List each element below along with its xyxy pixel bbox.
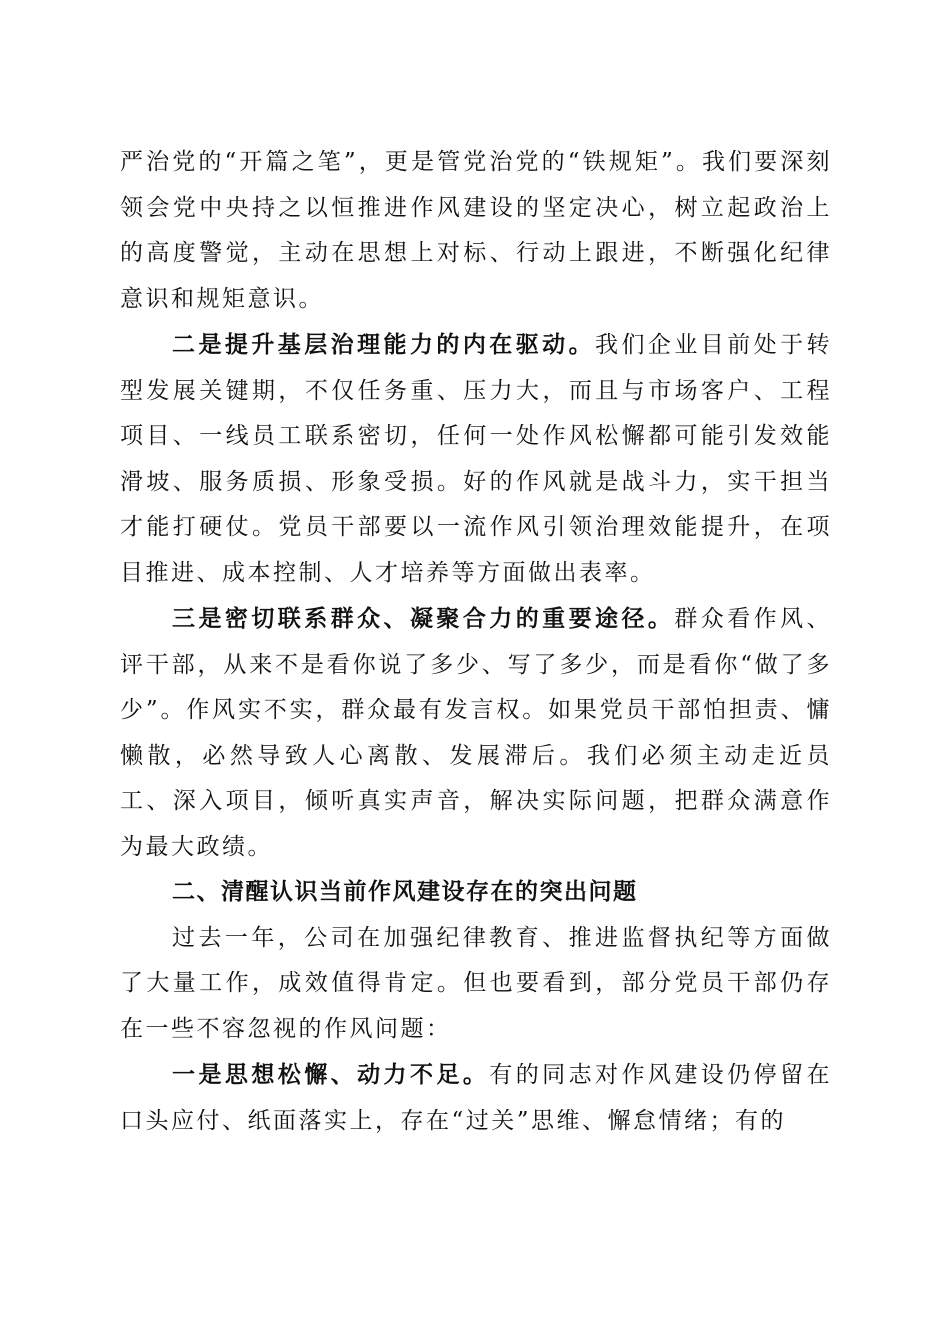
paragraph-text: 严治党的“开篇之笔”，更是管党治党的“铁规矩”。我们要深刻领会党中央持之以恒推进作风建设的坚定决心，树立起政治上的高度警觉，主动在思想上对标、行动上跟进，不断强化纪律意识和规矩意识。 [120, 149, 832, 312]
paragraph-point-one [120, 1052, 832, 1144]
paragraph-point-two [120, 322, 832, 596]
paragraph-continued [120, 140, 832, 322]
paragraph-lead: 二是提升基层治理能力的内在驱动。 [172, 331, 595, 358]
paragraph-text: 有的同志对作风建设仍停留在口头应付、纸面落实上，存在“过关”思维、懈怠情绪；有的 [120, 1062, 832, 1134]
paragraph-lead: 三是密切联系群众、凝聚合力的重要途径。 [172, 605, 675, 632]
paragraph-text: 过去一年，公司在加强纪律教育、推进监督执纪等方面做了大量工作，成效值得肯定。但也要看到，部分党员干部仍存在一些不容忽视的作风问题： [120, 924, 832, 1042]
paragraph-point-three [120, 596, 832, 870]
section-heading: 二、清醒认识当前作风建设存在的突出问题 [172, 879, 638, 905]
paragraph-text: 我们企业目前处于转型发展关键期，不仅任务重、压力大，而且与市场客户、工程项目、一线员工联系密切，任何一处作风松懈都可能引发效能滑坡、服务质损、形象受损。好的作风就是战斗力，实干担当才能打硬仗。党员干部要以一流作风引领治理效能提升，在项目推进、成本控制、人才培养等方面做出表率。 [120, 332, 832, 586]
paragraph-lead: 一是思想松懈、动力不足。 [172, 1061, 490, 1088]
paragraph-intro [120, 916, 832, 1053]
paragraph-text: 群众看作风、评干部，从来不是看你说了多少、写了多少，而是看你“做了多少”。作风实不实，群众最有发言权。如果党员干部怕担责、慵懒散，必然导致人心离散、发展滞后。我们必须主动走近员工、深入项目，倾听真实声音，解决实际问题，把群众满意作为最大政绩。 [120, 606, 832, 860]
document-body [120, 140, 832, 1144]
